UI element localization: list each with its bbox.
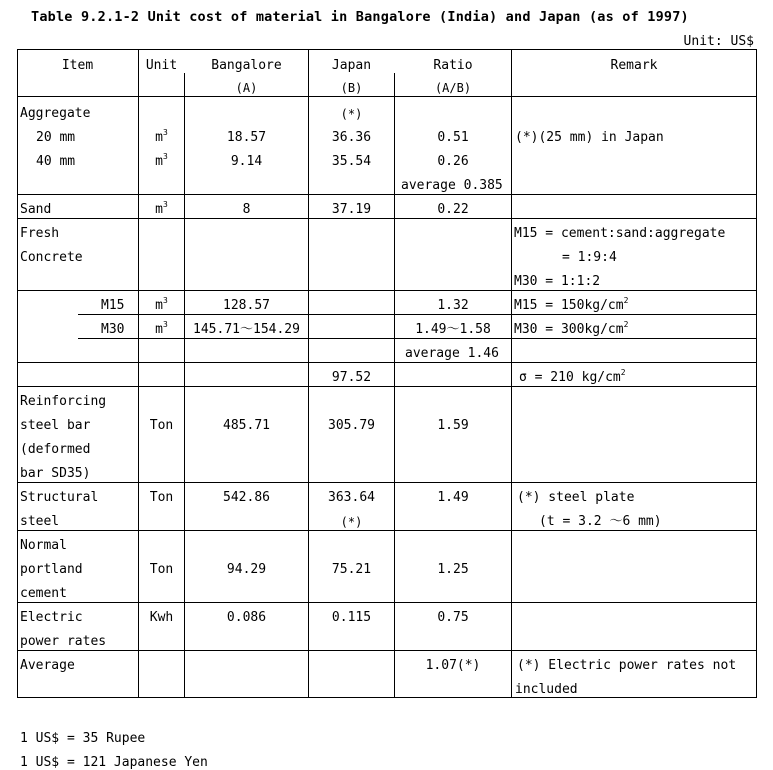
table-title: Table 9.2.1-2 Unit cost of material in Bangalore (India) and Japan (as of 1997) <box>31 9 689 25</box>
m30-label: M30 <box>101 322 125 337</box>
cost-table <box>17 49 757 698</box>
cement-unit: Ton <box>149 562 174 577</box>
electric-japan: 0.115 <box>331 610 372 625</box>
header-japan: Japan <box>331 58 372 73</box>
h-line <box>17 602 757 603</box>
cement-label-3: cement <box>20 586 67 601</box>
h-line <box>17 650 757 651</box>
concrete-japan-remark: σ = 210 $kg/cm^2$ <box>519 368 626 385</box>
header-remark: Remark <box>610 58 658 73</box>
v-line <box>17 49 18 698</box>
aggregate-40-label: 40 mm <box>36 154 76 169</box>
aggregate-20-japan: 36.36 <box>331 130 372 145</box>
fresh-concrete-remark-2: = 1:9:4 <box>562 250 617 265</box>
aggregate-40-unit: $m^3$ <box>155 152 168 169</box>
fresh-concrete-label-1: Fresh <box>20 226 60 241</box>
aggregate-20-ratio: 0.51 <box>437 130 469 145</box>
average-ratio: 1.07(*) <box>425 658 481 673</box>
h-line <box>17 49 757 50</box>
sand-label: Sand <box>20 202 52 217</box>
h-line <box>17 482 757 483</box>
m15-label: M15 <box>101 298 125 313</box>
m30-ratio: 1.49～1.58 <box>415 322 491 337</box>
electric-bangalore: 0.086 <box>226 610 267 625</box>
cement-bangalore: 94.29 <box>226 562 267 577</box>
header-unit: Unit <box>145 58 178 73</box>
average-remark-1: (*) Electric power rates not <box>517 658 737 673</box>
structural-ratio: 1.49 <box>437 490 469 505</box>
fresh-concrete-remark-3: M30 = 1:1:2 <box>514 274 601 289</box>
sand-japan: 37.19 <box>331 202 372 217</box>
aggregate-40-ratio: 0.26 <box>437 154 469 169</box>
m30-remark: $M30 = 300kg/cm^2$ <box>514 320 629 337</box>
h-line <box>78 314 757 315</box>
m15-bangalore: 128.57 <box>223 298 270 313</box>
fresh-concrete-remark-1: M15 = cement:sand:aggregate <box>514 226 726 241</box>
electric-unit: Kwh <box>149 610 174 625</box>
rebar-label-3: (deformed <box>20 442 91 457</box>
cement-label-2: portland <box>20 562 83 577</box>
aggregate-40-japan: 35.54 <box>331 154 372 169</box>
aggregate-japan-note: (*) <box>340 107 363 121</box>
h-line <box>78 338 757 339</box>
electric-ratio: 0.75 <box>437 610 469 625</box>
structural-remark-1: (*) steel plate <box>517 490 635 505</box>
structural-label-2: steel <box>20 514 60 529</box>
unit-note: Unit: US$ <box>683 34 754 49</box>
rebar-bangalore: 485.71 <box>223 418 270 433</box>
m15-unit: $m^3$ <box>155 296 168 313</box>
electric-label-1: Electric <box>20 610 83 625</box>
header-bangalore-sub: (A) <box>235 81 258 95</box>
header-item: Item <box>61 58 94 73</box>
structural-bangalore: 542.86 <box>223 490 270 505</box>
concrete-average: average 1.46 <box>405 346 499 361</box>
rebar-label-4: bar SD35) <box>20 466 91 481</box>
rebar-unit: Ton <box>149 418 174 433</box>
footnote-rupee: 1 US$ = 35 Rupee <box>20 731 146 746</box>
structural-japan-note: (*) <box>340 515 363 529</box>
h-line <box>17 386 757 387</box>
header-ratio-sub: (A/B) <box>434 81 472 95</box>
v-line <box>756 49 757 698</box>
rebar-japan: 305.79 <box>328 418 375 433</box>
structural-unit: Ton <box>149 490 174 505</box>
aggregate-40-bangalore: 9.14 <box>230 154 263 169</box>
cement-ratio: 1.25 <box>437 562 469 577</box>
structural-label-1: Structural <box>20 490 99 505</box>
header-bangalore: Bangalore <box>211 58 282 73</box>
header-japan-sub: (B) <box>340 81 363 95</box>
v-line <box>138 49 139 698</box>
v-line <box>511 49 512 698</box>
cement-label-1: Normal <box>20 538 67 553</box>
aggregate-average: average 0.385 <box>401 178 503 193</box>
h-line <box>17 218 757 219</box>
footnote-yen: 1 US$ = 121 Japanese Yen <box>20 755 208 770</box>
average-remark-2: included <box>515 682 578 697</box>
structural-remark-2: (t = 3.2 ～6 mm) <box>539 514 662 529</box>
rebar-ratio: 1.59 <box>437 418 469 433</box>
m15-remark: $M15 = 150kg/cm^2$ <box>514 296 629 313</box>
aggregate-20-label: 20 mm <box>36 130 76 145</box>
h-line <box>17 530 757 531</box>
m30-unit: $m^3$ <box>155 320 168 337</box>
m15-ratio: 1.32 <box>437 298 469 313</box>
h-line <box>17 96 757 97</box>
rebar-label-1: Reinforcing <box>20 394 107 409</box>
h-line <box>17 194 757 195</box>
rebar-label-2: steel bar <box>20 418 91 433</box>
aggregate-20-bangalore: 18.57 <box>226 130 267 145</box>
aggregate-20-unit: $m^3$ <box>155 128 168 145</box>
aggregate-20-remark: (*)(25 mm) in Japan <box>515 130 664 145</box>
h-line <box>17 697 757 698</box>
electric-label-2: power rates <box>20 634 107 649</box>
concrete-japan-value: 97.52 <box>331 370 372 385</box>
m30-bangalore: 145.71～154.29 <box>193 322 300 337</box>
fresh-concrete-label-2: Concrete <box>20 250 83 265</box>
h-line <box>17 362 757 363</box>
aggregate-label: Aggregate <box>20 106 91 121</box>
header-ratio: Ratio <box>433 58 473 73</box>
sand-ratio: 0.22 <box>437 202 469 217</box>
sand-unit: $m^3$ <box>155 200 168 217</box>
average-label: Average <box>20 658 75 673</box>
structural-japan: 363.64 <box>328 490 375 505</box>
sand-bangalore: 8 <box>242 202 251 217</box>
h-line <box>17 290 757 291</box>
cement-japan: 75.21 <box>331 562 372 577</box>
